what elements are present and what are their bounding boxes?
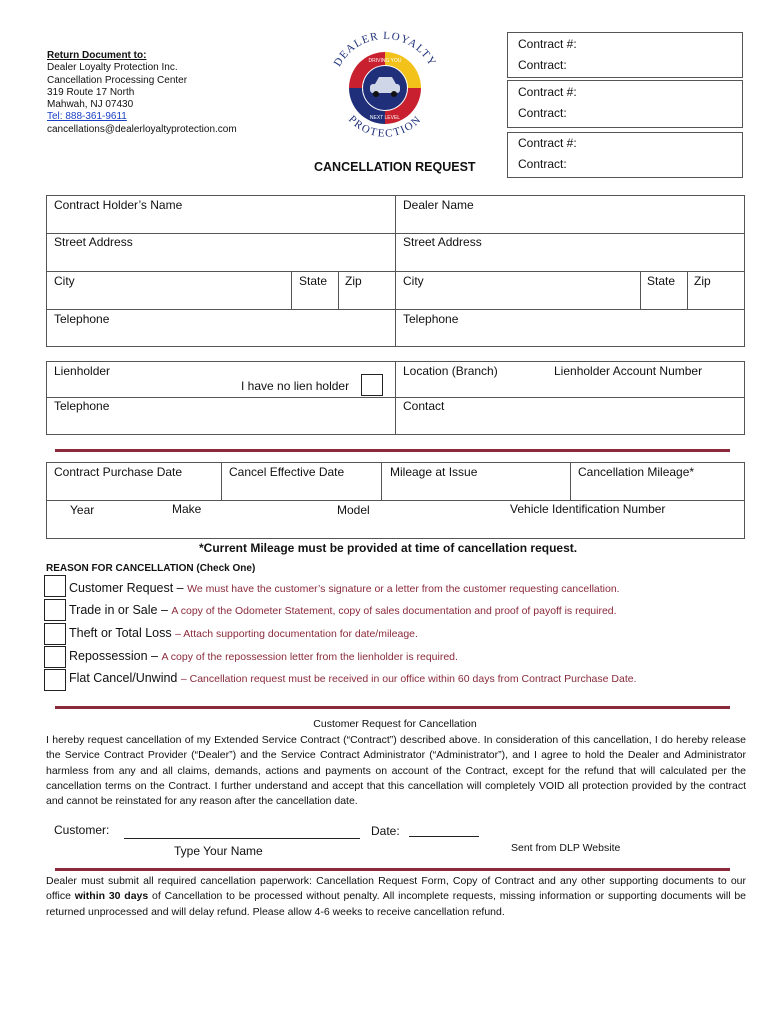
address-line: Mahwah, NJ 07430 <box>47 99 134 111</box>
lien-telephone-field[interactable]: Telephone <box>54 399 110 413</box>
reason-note: We must have the customer’s signature or a letter from the customer requesting cancellation. <box>187 583 620 595</box>
section-divider <box>55 868 730 871</box>
footer-text: of Cancellation to be processed without penalty. All incomplete requests, missing information or supporting documents will be returned unprocessed and will delay refund. Please allow 4-6 weeks to receive cancellation refund. <box>46 890 746 918</box>
reason-checkbox[interactable] <box>44 575 66 597</box>
reason-heading: REASON FOR CANCELLATION (Check One) <box>46 563 256 574</box>
reason-note: A copy of the Odometer Statement, copy of sales documentation and proof of payoff is required. <box>171 605 617 617</box>
location-branch-field[interactable]: Location (Branch) <box>403 364 498 378</box>
customer-signature-line[interactable] <box>124 838 360 839</box>
no-lien-checkbox[interactable] <box>361 374 383 396</box>
request-heading: Customer Request for Cancellation <box>313 718 477 730</box>
contract-box[interactable] <box>507 80 743 128</box>
customer-label: Customer: <box>54 823 110 837</box>
footer-text: Dealer must submit all required cancellation paperwork: Cancellation Request Form, Copy of Contract and any other supporting documents to our office <box>46 875 746 903</box>
return-heading: Return Document to: <box>47 50 147 61</box>
vehicle-make-field[interactable]: Make <box>172 502 202 516</box>
lien-account-field[interactable]: Lienholder Account Number <box>554 364 703 378</box>
footer-instructions <box>46 874 746 920</box>
reason-label: Theft or Total Loss <box>69 626 172 640</box>
contract-number-label: Contract #: <box>518 136 577 150</box>
request-body: I hereby request cancellation of my Extended Service Contract (“Contract”) described above. In consideration of this cancellation, I do hereby release the Service Contract Provider (“Dealer”) and the Service Contract Administrator (“Administrator”), and I agree to hold the Dealer and Administrator harmless from any and all claims, demands, actions and payments on account of the Contract, except for the refund that will calculated per the cancellation terms on the Contract. I further understand and accept that this cancellation will completely VOID all protection provided by the contract and cannot be reinstated for any reason after the cancellation date. <box>46 734 746 808</box>
reason-label: Repossession – <box>69 649 158 663</box>
contract-number-label: Contract #: <box>518 85 577 99</box>
dealer-name-field[interactable]: Dealer Name <box>403 198 474 212</box>
reason-checkbox[interactable] <box>44 669 66 691</box>
lienholder-field[interactable]: Lienholder <box>54 364 111 378</box>
contract-label: Contract: <box>518 106 567 120</box>
holder-state-field[interactable]: State <box>299 274 328 288</box>
dealer-telephone-field[interactable]: Telephone <box>403 312 459 326</box>
footer-deadline: within 30 days <box>74 890 149 903</box>
email-address: cancellations@dealerloyaltyprotection.com <box>47 123 237 135</box>
sent-from-note: Sent from DLP Website <box>511 842 621 854</box>
holder-name-field[interactable]: Contract Holder’s Name <box>54 198 183 212</box>
reason-note: A copy of the repossession letter from the lienholder is required. <box>161 651 458 663</box>
contract-label: Contract: <box>518 58 567 72</box>
reason-theft-loss <box>69 626 418 640</box>
reason-checkbox[interactable] <box>44 646 66 668</box>
reason-note: – Attach supporting documentation for date/mileage. <box>175 628 418 640</box>
contract-label: Contract: <box>518 157 567 171</box>
reason-label: Customer Request – <box>69 581 184 595</box>
contract-number-label: Contract #: <box>518 37 577 51</box>
address-line: 319 Route 17 North <box>47 86 135 98</box>
contract-box[interactable] <box>507 32 743 78</box>
holder-zip-field[interactable]: Zip <box>345 274 362 288</box>
logo-inner-top: DRIVING YOU <box>368 58 402 64</box>
logo-inner-bottom: NEXT LEVEL <box>369 115 401 121</box>
dealer-city-field[interactable]: City <box>403 274 424 288</box>
dealer-street-field[interactable]: Street Address <box>403 235 482 249</box>
dealer-zip-field[interactable]: Zip <box>694 274 711 288</box>
holder-city-field[interactable]: City <box>54 274 75 288</box>
dealer-state-field[interactable]: State <box>647 274 676 288</box>
address-line: Cancellation Processing Center <box>47 74 188 86</box>
cancel-date-field[interactable]: Cancel Effective Date <box>229 465 345 479</box>
reason-label: Trade in or Sale – <box>69 603 168 617</box>
reason-flat-cancel <box>69 671 637 685</box>
return-address <box>47 50 237 136</box>
mileage-note: *Current Mileage must be provided at time of cancellation request. <box>199 541 578 555</box>
mileage-issue-field[interactable]: Mileage at Issue <box>390 465 478 479</box>
purchase-date-field[interactable]: Contract Purchase Date <box>54 465 183 479</box>
reason-customer-request <box>69 581 620 595</box>
lien-contact-field[interactable]: Contact <box>403 399 445 413</box>
date-line[interactable] <box>409 836 479 837</box>
cancel-mileage-field[interactable]: Cancellation Mileage* <box>578 465 695 479</box>
address-line: Dealer Loyalty Protection Inc. <box>47 62 178 74</box>
phone-link[interactable]: Tel: 888-361-9611 <box>47 111 127 123</box>
section-divider <box>55 449 730 452</box>
dealer-loyalty-logo <box>322 30 448 146</box>
contract-box[interactable] <box>507 132 743 178</box>
vin-field[interactable]: Vehicle Identification Number <box>510 502 666 516</box>
holder-street-field[interactable]: Street Address <box>54 235 133 249</box>
reason-checkbox[interactable] <box>44 599 66 621</box>
reason-note: – Cancellation request must be received in our office within 60 days from Contract Purchase Date. <box>180 673 637 685</box>
section-divider <box>55 706 730 709</box>
type-name-label: Type Your Name <box>174 844 263 858</box>
vehicle-year-field[interactable]: Year <box>70 503 95 517</box>
reason-checkbox[interactable] <box>44 623 66 645</box>
reason-label: Flat Cancel/Unwind <box>69 671 178 685</box>
no-lien-label: I have no lien holder <box>241 379 350 393</box>
date-label: Date: <box>371 824 400 838</box>
vehicle-model-field[interactable]: Model <box>337 503 370 517</box>
page-title: CANCELLATION REQUEST <box>314 160 476 174</box>
reason-trade-in <box>69 603 617 617</box>
holder-telephone-field[interactable]: Telephone <box>54 312 110 326</box>
logo-bottom-text: PROTECTION <box>345 113 425 140</box>
logo-top-text: DEALER LOYALTY <box>331 30 439 69</box>
reason-repossession <box>69 649 458 663</box>
